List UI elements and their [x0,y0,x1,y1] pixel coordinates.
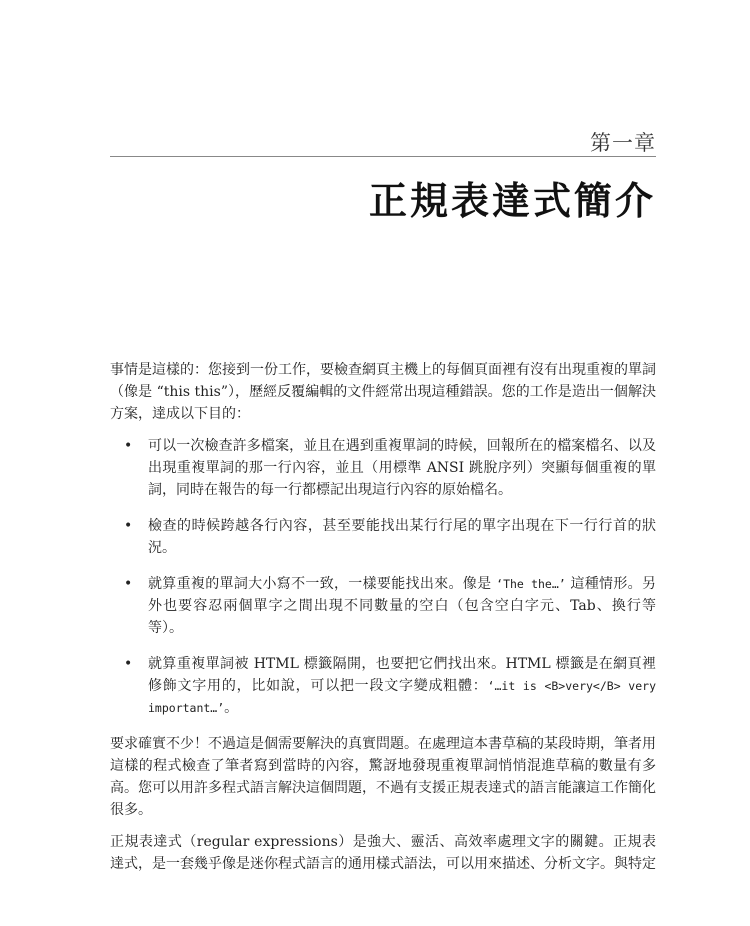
paragraph-text: （regular expressions）是強大、靈活、高效率處理文字的關鍵。正規表達式，是一套幾乎像是迷你程式語言的通用樣式語法，可以用來描述、分析文字。與特定 [110,834,656,872]
list-item-text: 。 [224,700,239,716]
inline-code: ‘…it is <B>very</B> very important…’ [148,679,657,715]
list-item-text: 檢查的時候跨越各行內容，甚至要能找出某行行尾的單字出現在下一行行首的狀況。 [148,518,656,556]
discussion-paragraph: 要求確實不少！不過這是個需要解決的真實問題。在處理這本書草稿的某段時期，筆者用這樣的程式檢查了筆者寫到當時的內容，驚訝地發現重複單詞悄悄混進草稿的數量有多高。您可以用許多程式語言解決這個問題，不過有支援正規表達式的語言能讓這工作簡化很多。 [110,736,656,818]
requirements-list [110,435,656,719]
chapter-body [110,359,656,885]
list-item [110,573,656,639]
list-item-text: 就算重複的單詞大小寫不一致，一樣要能找出來。像是 [148,576,497,592]
bullet-icon: • [124,576,133,592]
bullet-icon: • [124,438,133,454]
list-item [110,435,656,501]
bullet-icon: • [124,518,133,534]
list-item-text: 這種情形。另外也要容忍兩個單字之間出現不同數量的 [148,576,656,614]
bullet-icon: • [124,656,133,672]
list-item [110,515,656,559]
list-item [110,653,656,719]
list-item-text: 可以一次檢查許多檔案，並且在遇到重複單詞的時候，回報所在的檔案檔名、以及出現重複單詞的那一行內容，並且（用標準 ANSI 跳脫序列）突顯每個重複的單詞，同時在報告的每一行都標記出現這行內容的原始檔名。 [148,438,656,498]
defined-term: 空白 [419,598,450,614]
chapter-title: 正規表達式簡介 [368,179,656,223]
inline-code: ‘The the…’ [496,577,566,591]
definition-paragraph [110,831,656,875]
title-rule [110,156,656,157]
list-item-text: 就算重複單詞被 HTML 標籤隔開，也要把它們找出來。HTML 標籤是在網頁裡修飾文字用的，比如說，可以把一段文字變成粗體： [148,656,656,694]
defined-term: 正規表達式 [110,834,183,850]
list-item-text: （包含空白字元、Tab、換行等等）。 [148,598,657,636]
chapter-label: 第一章 [590,131,656,155]
intro-paragraph: 事情是這樣的：您接到一份工作，要檢查網頁主機上的每個頁面裡有沒有出現重複的單詞（像是 “this this”），歷經反覆編輯的文件經常出現這種錯誤。您的工作是造出一個解決方案，達成以下目的： [110,362,656,422]
